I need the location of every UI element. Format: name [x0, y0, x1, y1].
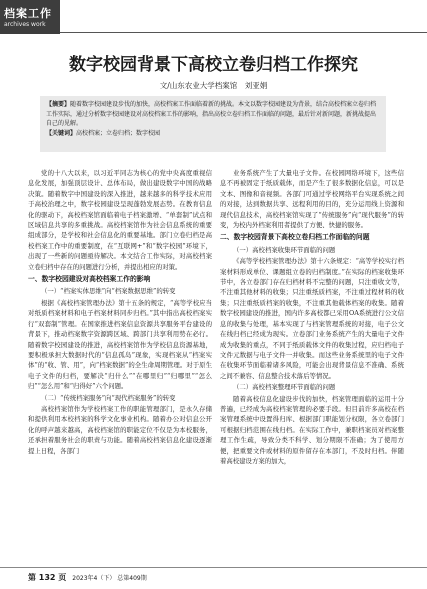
abstract-label: 【摘要】	[46, 101, 71, 108]
section-heading-2: 二、数字校园背景下高校立卷归档工作面临的问题	[220, 233, 370, 242]
column-header-box	[0, 0, 60, 34]
page-footer	[28, 572, 147, 583]
subsection-heading-2b: （二）高校档案整理环节面临的问题	[233, 383, 336, 392]
article-authors: 文/山东农业大学档案馆 刘亚娟	[159, 81, 268, 90]
column-title: 档案工作	[4, 7, 52, 20]
footer-rule	[0, 567, 427, 568]
subsection-heading-2a: （一）高校档案收集环节面临的问题	[233, 245, 336, 254]
subsection-heading-1b: （二）“传统档案服务”向“现代档案服务”的转变	[41, 393, 176, 402]
left-column	[28, 168, 212, 568]
column-subtitle: archives work	[4, 21, 46, 28]
issue-info: 2023年4（下） 总第409期	[72, 575, 147, 582]
intro-paragraph: 党的十八大以来，以习近平同志为核心的党中央高度重视信息化发展，加强顶层设计、总体布局，做出建设数字中国的战略决策。随着数字中国建设的深入推进，越来越多的科学技术应用于高校治理之中，数字校园建设呈现蓬勃发展态势。在教育信息化的驱动下，高校档案馆面临着电子档案激增、“单套制”试点和区域信息共享的多重挑战。高校档案馆作为社会信息系统的重要组成部分，是学校和社会信息化的重要基地。部门立卷归档是高校档案工作中的重要制度，在“互联网+”和“数字校园”环境下，出现了一些新的问题亟待解决。本文结合工作实际，对高校档案立卷归档中存在的问题进行分析，并提出相应的对策。	[28, 169, 212, 271]
keywords-text: 高校档案；立卷归档；数字校园	[76, 129, 161, 137]
body-paragraph: 《高等学校档案管理办法》第十六条规定：“高等学校实行档案材料形成单位、课题组立卷的归档制度。”在实际的档案收集环节中，各立卷部门存在归档材料不完整的问题，只注重收文等，不注重其他材料的收集；只注重纸质档案，不注重过程材料的收集；只注重纸质档案的收集，不注重其他载体档案的收集。随着数字校园建设的推进，国内许多高校都已采用OA系统进行公文信息的收集与处理，基本实现了与档案管理系统的对接，电子公文在线归档已经成为现实。立卷部门业务系统产生的大量电子文件成为收集的重点，不同于纸质载体文件的收集过程，应归档电子文件元数据与电子文件一并收集。而这些业务系统里的电子文件在收集环节面临着诸多风险，可能会出现背景信息不准确、系统之间不兼容、信息整合技术落后等情况。	[220, 257, 404, 380]
keywords-label: 【关键词】	[46, 129, 77, 137]
article-title: 数字校园背景下高校立卷归档工作探究	[69, 55, 358, 75]
body-paragraph: 根据《高校档案管理办法》第十五条的规定，“高等学校应当对纸质档案材料和电子档案材料同步归档。”其中指出高校档案实行“双套制”管理。在国家推进档案信息资源共享服务平台建设的背景下，推动档案数字资源跨区域、跨部门共享利用势在必行。随着数字校园建设的推进，高校档案馆作为学校信息资源基地，要积极承担大数据时代的“信息孤岛”现象，实现档案从“档案实体”的“收、管、用”，向“档案数据”的全生命周期管理。对于原生电子文件的归档，要解决“归什么”“在哪里归”“归哪里”“怎么归”“怎么用”和“归得好”六个问题。	[28, 298, 212, 391]
body-paragraph: 业务系统产生了大量电子文件。在校园网络环境下，这些信息不再被固定于纸质载体，而是产生了很多数据化信息，可以是文本、图像和音视频。各部门可通过学校网络平台实现系统之间的对接，达到数据共享、远程利用的目的，充分运用线上资源和现代信息技术，高校档案馆实现了“传统服务”向“现代服务”的转变，为校内外档案利用者提供了方便、快捷的服务。	[220, 169, 404, 230]
body-paragraph: 随着高校信息化建设步伐的加快，档案管理面临的运用十分普遍，已经成为高校档案管理的必要手段。但目前许多高校在档案管理系统中设置得归库、根据部门职能划分权限，各立卷部门可根据归档范围在线归档。在实际工作中，兼职档案员对档案整理工作生疏，导致分类不科学、划分期限不准确；为了使用方便，把重要文件或材料的原件留存在本部门，不及时归档。伴随着高校建设方案的加大，	[220, 394, 404, 465]
subsection-heading-1a: （一）“档案实体思维”向“档案数据思维”的转变	[41, 287, 176, 296]
section-heading-1: 一、数字校园建设对高校档案工作的影响	[28, 275, 151, 284]
page-number: 第 132 页	[28, 573, 67, 582]
abstract-box	[40, 96, 386, 152]
body-paragraph: 高校档案馆作为学校档案工作的职能管理部门，是永久存储和提供利用本校档案的科学文化事业机构。随着办公对信息公开化的呼声越来越高，高校档案馆的职能定位不仅是为本校服务，还承担着服务社会的职责与功能。随着高校档案信息化建设逐渐提上日程，各部门	[28, 404, 212, 455]
right-column	[220, 168, 404, 568]
abstract-text: 随着数字校园建设步伐的加快，高校档案工作面临着新的挑战。本文以数字校园建设为背景，结合高校档案立卷归档工作实际，通过分析数字校园建设对高校档案工作的影响，指出高校立卷归档工作面临的问题，最后针对新问题，新挑战提出自己的见解。	[46, 101, 377, 127]
header-rule	[60, 32, 427, 33]
